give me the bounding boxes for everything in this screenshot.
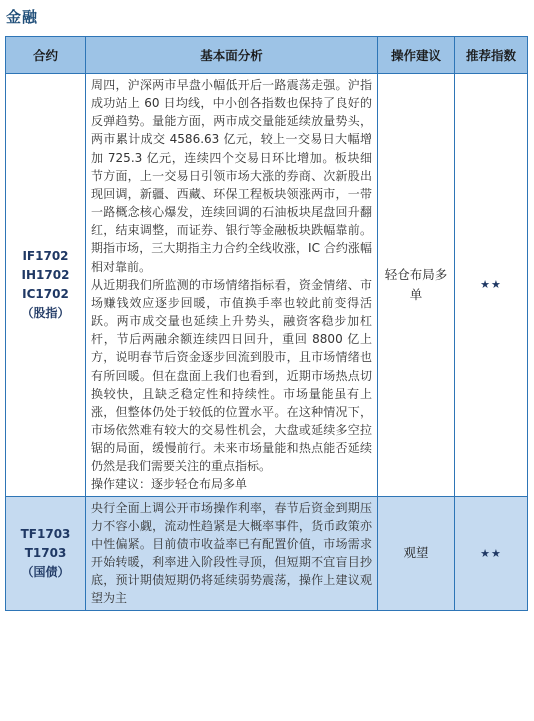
analysis-cell — [86, 496, 378, 610]
table-row — [6, 496, 528, 610]
contract-cell — [6, 74, 86, 497]
contract-code: IF1702 — [22, 248, 69, 263]
table-row — [6, 74, 528, 497]
header-analysis: 基本面分析 — [86, 37, 378, 74]
advice-cell: 观望 — [378, 496, 455, 610]
header-contract: 合约 — [6, 37, 86, 74]
contract-code: T1703 — [24, 545, 67, 560]
fundamentals-table — [5, 36, 528, 611]
header-rating: 推荐指数 — [455, 37, 528, 74]
contract-code: IH1702 — [21, 267, 70, 282]
rating-stars: ★★ — [455, 74, 528, 497]
header-advice: 操作建议 — [378, 37, 455, 74]
contract-category: （股指） — [21, 305, 70, 320]
rating-stars: ★★ — [455, 496, 528, 610]
advice-cell: 轻仓布局多单 — [378, 74, 455, 497]
contract-code: IC1702 — [22, 286, 69, 301]
analysis-cell — [86, 74, 378, 497]
analysis-paragraph: 周四，沪深两市早盘小幅低开后一路震荡走强。沪指成功站上 60 日均线，中小创各指数也保持了良好的反弹趋势。量能方面，两市成交量能延续放量势头，两市累计成交 4586.63 亿元，较上一交易日大幅增加 725.3 亿元，连续四个交易日环比增加。板块细节方面，上一交易日引领市场大涨的券商、次新股出现回调，新疆、西藏、环保工程板块领涨两市，一带一路概念核心爆发，连续回调的石油板块尾盘回升翻红，结束调整，而证券、银行等金融板块跌幅靠前。期指市场，三大期指主力合约全线收涨，IC 合约涨幅相对靠前。 — [91, 78, 372, 274]
analysis-paragraph: 从近期我们所监测的市场情绪指标看，资金情绪、市场赚钱效应逐步回暖，市值换手率也较此前变得活跃。两市成交量也延续上升势头，融资客稳步加杠杆，节后两融余额连续四日回升，重回 8800 亿上方，说明春节后资金逐步回流到股市，且市场情绪也有所回暖。但在盘面上我们也看到，近期市场热点切换较快，且缺乏稳定性和持续性。市场量能虽有上涨，但整体仍处于较低的位置水平。在这种情况下，市场依然难有较大的交易性机会，大盘或延续多空拉锯的局面，缓慢前行。未来市场量能和热点能否延续仍然是我们需要关注的重点指标。 — [91, 277, 372, 474]
section-title: 金融 — [6, 8, 39, 26]
contract-code: TF1703 — [20, 526, 71, 541]
table-header-row — [6, 37, 528, 74]
contract-category: （国债） — [21, 564, 70, 579]
contract-cell — [6, 496, 86, 610]
analysis-paragraph: 央行全面上调公开市场操作利率，春节后资金到期压力不容小觑，流动性趋紧是大概率事件，货币政策亦中性偏紧。目前债市收益率已有配置价值，市场需求开始转暖，利率进入阶段性寻顶，但短期不宜盲目抄底，预计期债短期仍将延续弱势震荡，操作上建议观望为主 — [91, 500, 372, 606]
analysis-advice-line: 操作建议：逐步轻仓布局多单 — [91, 477, 248, 492]
